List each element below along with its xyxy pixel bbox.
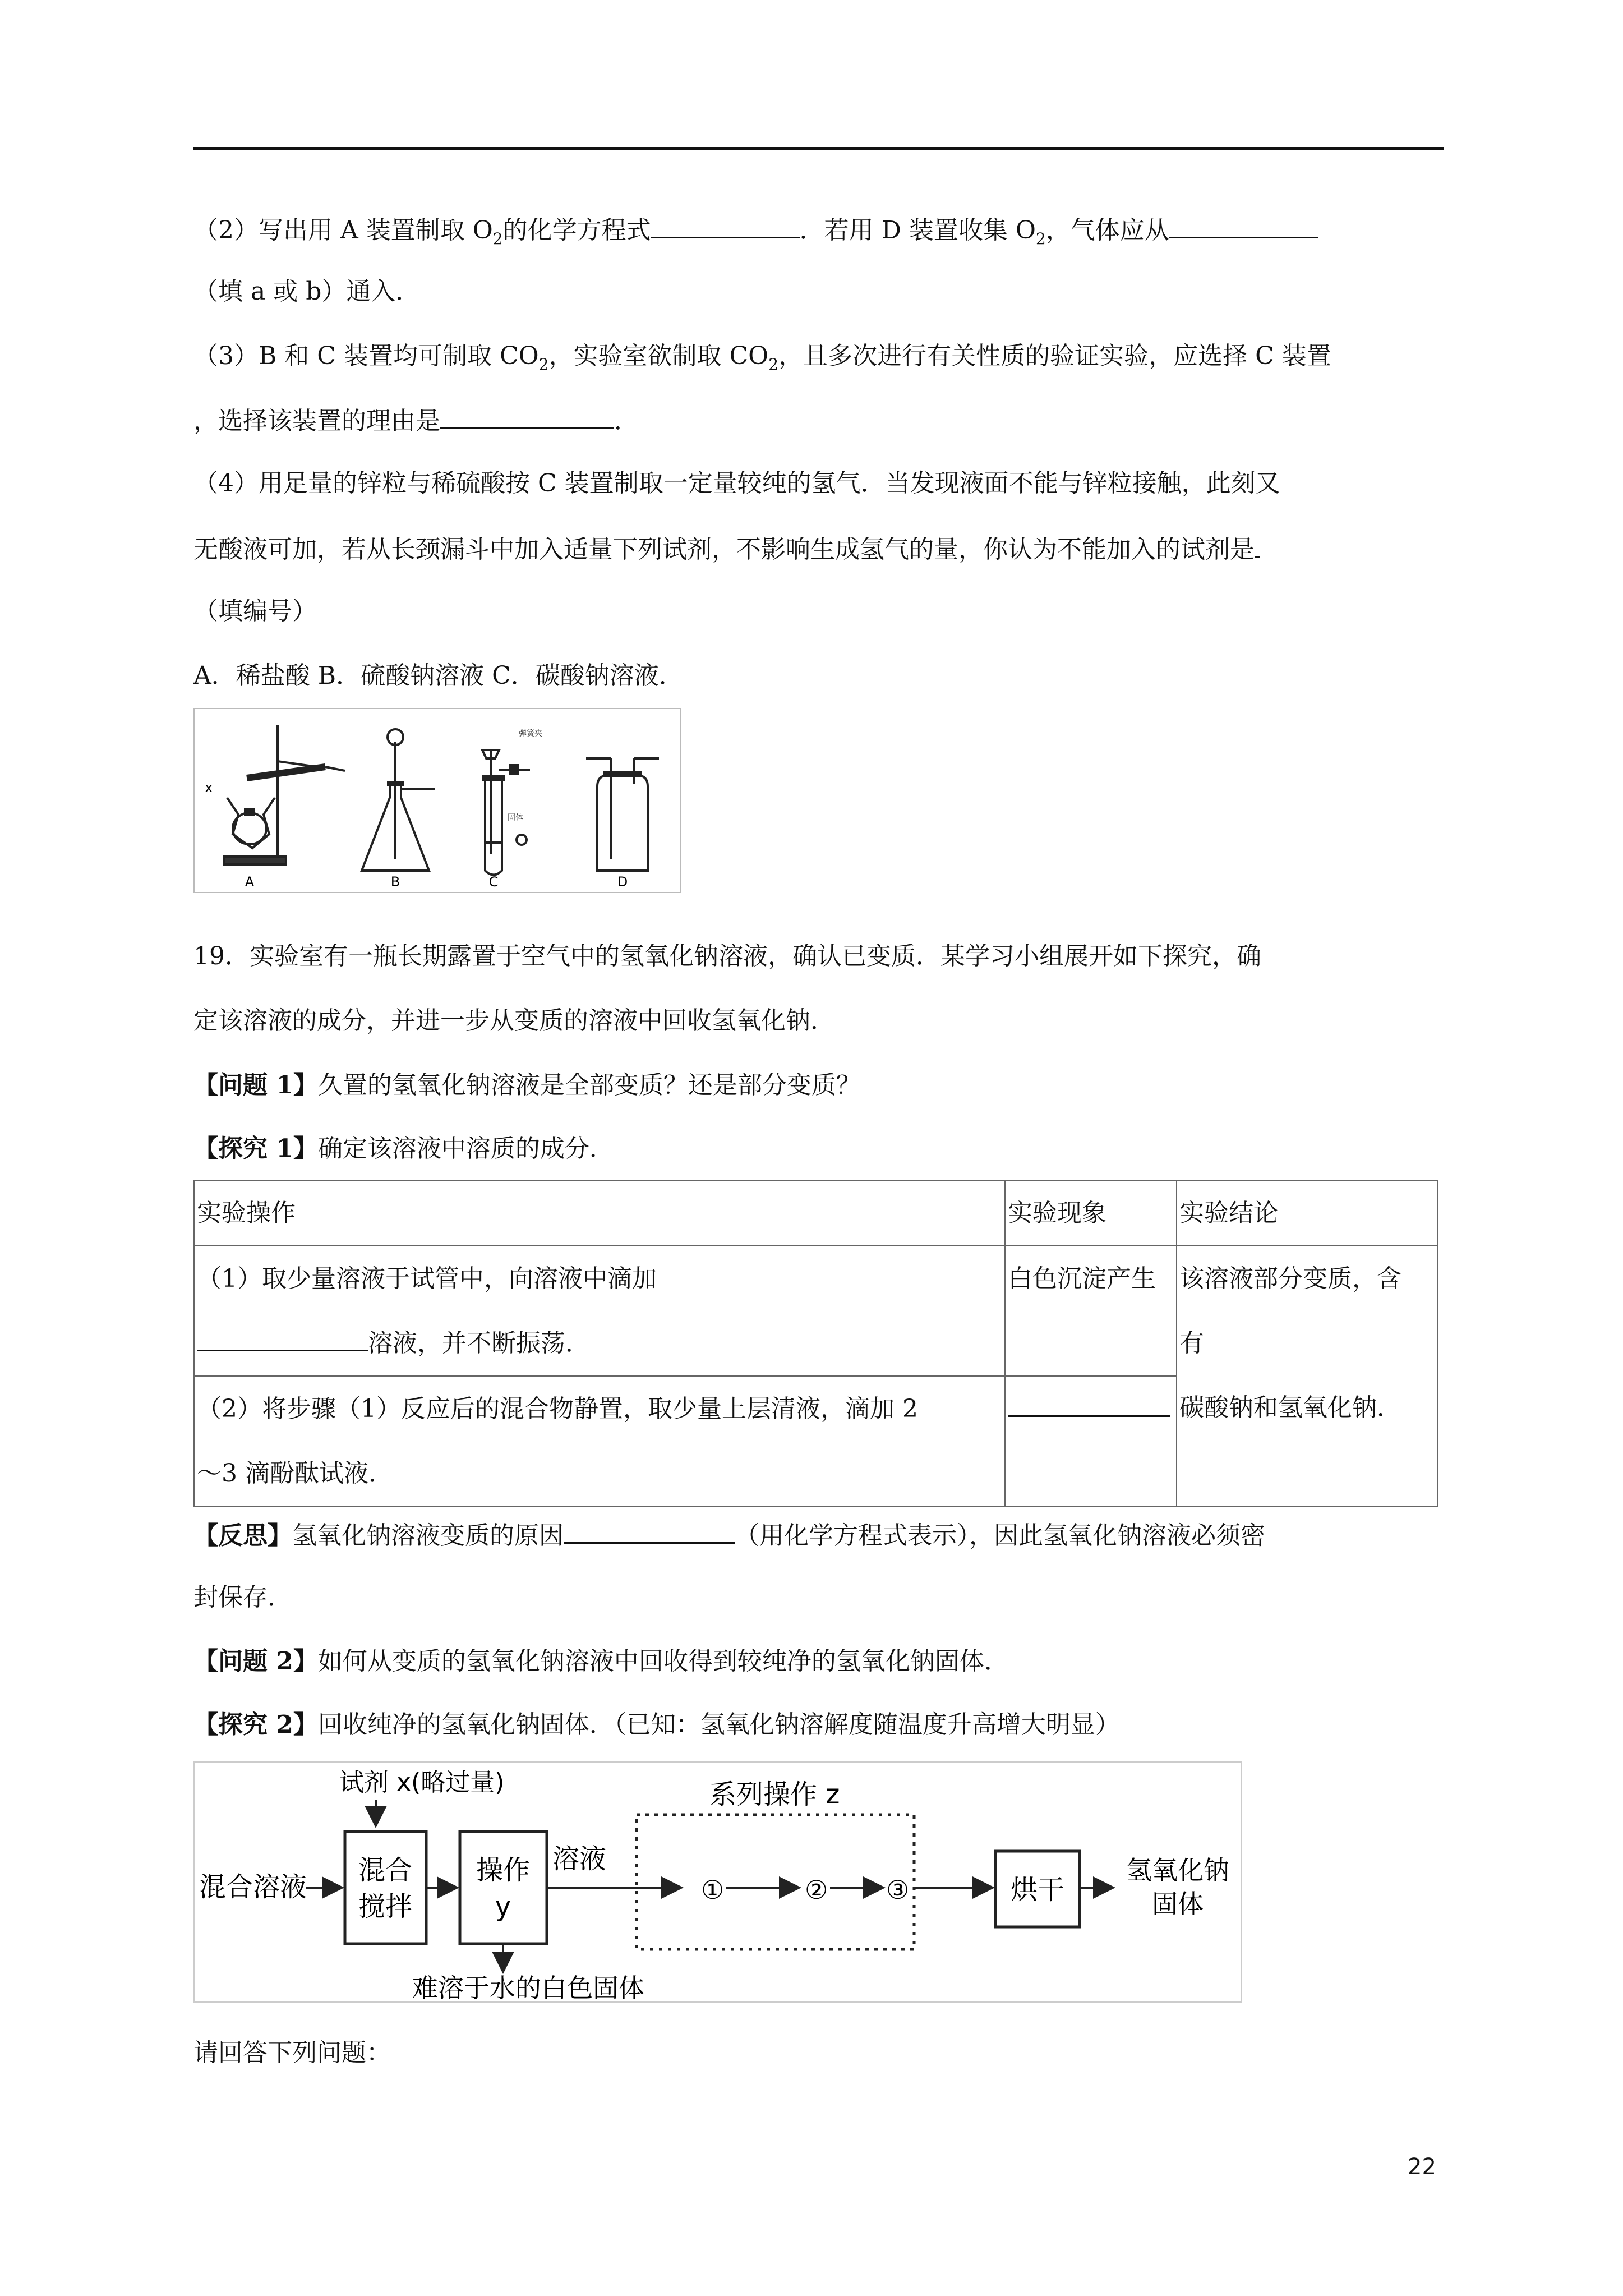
q19-reflect-line1: [193, 1517, 1450, 1553]
text: 溶液，并不断振荡．: [197, 1311, 1004, 1375]
answer-blank[interactable]: [197, 1325, 368, 1351]
tag: 【探究 1】: [193, 1134, 318, 1163]
q19-intro-line2: 定该溶液的成分，并进一步从变质的溶液中回收氢氧化钠．: [193, 1006, 835, 1035]
tag: 【探究 2】: [193, 1710, 318, 1739]
flow-step: ①: [701, 1875, 725, 1905]
table-cell-operation: [194, 1376, 1005, 1506]
text: ．若用 D 装置收集 O: [799, 216, 1036, 245]
header-rule: [193, 147, 1444, 150]
table-header: 实验结论: [1177, 1180, 1438, 1246]
flow-box-mix-label: 搅拌: [358, 1891, 413, 1922]
experiment-table: [193, 1180, 1438, 1507]
text: ，且多次进行有关性质的验证实验，应选择 C 装置: [778, 342, 1331, 370]
answer-blank[interactable]: [440, 403, 614, 429]
answer-blank[interactable]: [1255, 531, 1260, 558]
flow-step: ③: [886, 1875, 910, 1905]
flow-byproduct: 难溶于水的白色固体: [412, 1973, 644, 2003]
q18-part3-line1: [193, 339, 1450, 381]
large-test-tube: [485, 775, 502, 875]
text: 回收纯净的氢氧化钠固体．（已知：氢氧化钠溶解度随温度升高增大明显）: [317, 1710, 1120, 1739]
collection-bottle: [597, 775, 648, 871]
table-header-row: [194, 1180, 1438, 1246]
flow-solution-label: 溶液: [552, 1843, 607, 1875]
apparatus-b: [362, 729, 435, 871]
q19-explore1: [193, 1132, 1450, 1166]
q19-reflect-line2: 封保存．: [193, 1583, 292, 1612]
table-cell-operation: [194, 1246, 1005, 1376]
apparatus-figure: [193, 708, 681, 893]
zinc-granule: [517, 835, 527, 845]
text: ，实验室欲制取 CO: [548, 342, 769, 370]
q18-part4-line1: （4）用足量的锌粒与稀硫酸按 C 装置制取一定量较纯的氢气．当发现液面不能与锌粒接触，此刻又: [193, 469, 1280, 498]
q18-options: A．稀盐酸 B．硫酸钠溶液 C．碳酸钠溶液．: [193, 661, 684, 690]
text: 久置的氢氧化钠溶液是全部变质？还是部分变质？: [317, 1071, 861, 1099]
alcohol-lamp: [233, 813, 266, 844]
text: 如何从变质的氢氧化钠溶液中回收得到较纯净的氢氧化钠固体．: [317, 1647, 1009, 1676]
text: ，气体应从: [1045, 216, 1169, 245]
tag: 【问题 1】: [193, 1071, 318, 1099]
q18-part2-line2: （填 a 或 b）通入．: [193, 277, 421, 306]
q19-problem1: [193, 1069, 1450, 1102]
clip: [510, 765, 518, 774]
text: （1）取少量溶液于试管中，向溶液中滴加: [197, 1264, 657, 1293]
table-header: 实验现象: [1005, 1180, 1177, 1246]
flow-reagent-label: 试剂 x(略过量): [339, 1768, 505, 1797]
answer-blank[interactable]: [564, 1517, 735, 1544]
apparatus-c: [482, 750, 530, 875]
flow-box-operation-y: [460, 1832, 547, 1944]
text: （用化学方程式表示），因此氢氧化钠溶液必须密: [735, 1521, 1265, 1550]
subscript: 2: [1035, 229, 1046, 248]
text: （2）写出用 A 装置制取 O: [193, 216, 493, 245]
text: 确定该溶液中溶质的成分．: [317, 1134, 614, 1163]
q19-intro-line1: 19．实验室有一瓶长期露置于空气中的氢氧化钠溶液，确认已变质．某学习小组展开如下探究，确: [193, 942, 1261, 970]
flow-box-mix-label: 混合: [358, 1855, 413, 1886]
flow-box-mix: [345, 1832, 426, 1944]
text: ．: [614, 407, 639, 435]
flow-dry-label: 烘干: [1010, 1874, 1065, 1906]
stand-base: [224, 857, 286, 864]
q18-part4-line2: [193, 531, 1450, 567]
apparatus-c-annotation: 固体: [508, 813, 523, 822]
table-cell-phenomenon: [1005, 1376, 1177, 1506]
apparatus-d: [586, 758, 659, 871]
delivery-tube: [325, 767, 345, 771]
subscript: 2: [768, 355, 779, 374]
flow-product-label: 固体: [1152, 1889, 1204, 1919]
q18-part2-line1: [193, 212, 1450, 256]
apparatus-c-annotation: 弹簧夹: [519, 729, 542, 738]
subscript: 2: [538, 355, 549, 374]
page-number: 22: [1408, 2154, 1436, 2180]
apparatus-label-a: A: [245, 874, 255, 890]
lamp-wick: [245, 809, 254, 815]
text: （3）B 和 C 装置均可制取 CO: [193, 342, 539, 370]
flow-product-label: 氢氧化钠: [1126, 1855, 1229, 1885]
apparatus-label-c: C: [488, 874, 499, 890]
q18-part4-line3: （填编号）: [193, 597, 317, 625]
tag: 【反思】: [193, 1521, 292, 1550]
flow-step: ②: [805, 1875, 828, 1905]
subscript: 2: [492, 229, 503, 248]
apparatus-a: [224, 725, 345, 864]
apparatus-label-b: B: [390, 874, 400, 890]
text: ～3 滴酚酞试液．: [197, 1459, 393, 1488]
text: （2）将步骤（1）反应后的混合物静置，取少量上层清液，滴加 2: [197, 1395, 918, 1423]
apparatus-x-label: x: [205, 780, 213, 795]
q19-problem2: [193, 1645, 1450, 1678]
flow-series-label: 系列操作 z: [709, 1779, 840, 1810]
q19-explore2: [193, 1708, 1450, 1742]
table-header: 实验操作: [194, 1180, 1005, 1246]
flow-mixed-solution: 混合溶液: [199, 1871, 307, 1903]
test-tube: [247, 767, 325, 778]
text: 的化学方程式: [502, 216, 651, 245]
text: 无酸液可加，若从长颈漏斗中加入适量下列试剂，不影响生成氢气的量，你认为不能加入的试剂是: [193, 535, 1255, 564]
tag: 【问题 2】: [193, 1647, 318, 1676]
answer-blank[interactable]: [1169, 212, 1318, 238]
answer-blank[interactable]: [1008, 1391, 1170, 1417]
table-cell-conclusion: 该溶液部分变质，含 有 碳酸钠和氢氧化钠．: [1177, 1246, 1438, 1506]
table-cell-phenomenon: 白色沉淀产生: [1005, 1246, 1177, 1376]
flow-series-dashed-box: [637, 1815, 914, 1949]
recovery-flow-diagram: [193, 1761, 1242, 2003]
table-row: [194, 1246, 1438, 1376]
apparatus-label-d: D: [617, 874, 628, 890]
flow-box-y-label: 操作: [476, 1855, 531, 1886]
answer-blank[interactable]: [651, 212, 800, 238]
text: ，选择该装置的理由是: [193, 407, 440, 435]
text: 氢氧化钠溶液变质的原因: [292, 1521, 564, 1550]
q19-closing: 请回答下列问题：: [193, 2039, 391, 2067]
q18-part3-line2: [193, 403, 1450, 438]
flow-box-y-label: y: [495, 1891, 511, 1922]
